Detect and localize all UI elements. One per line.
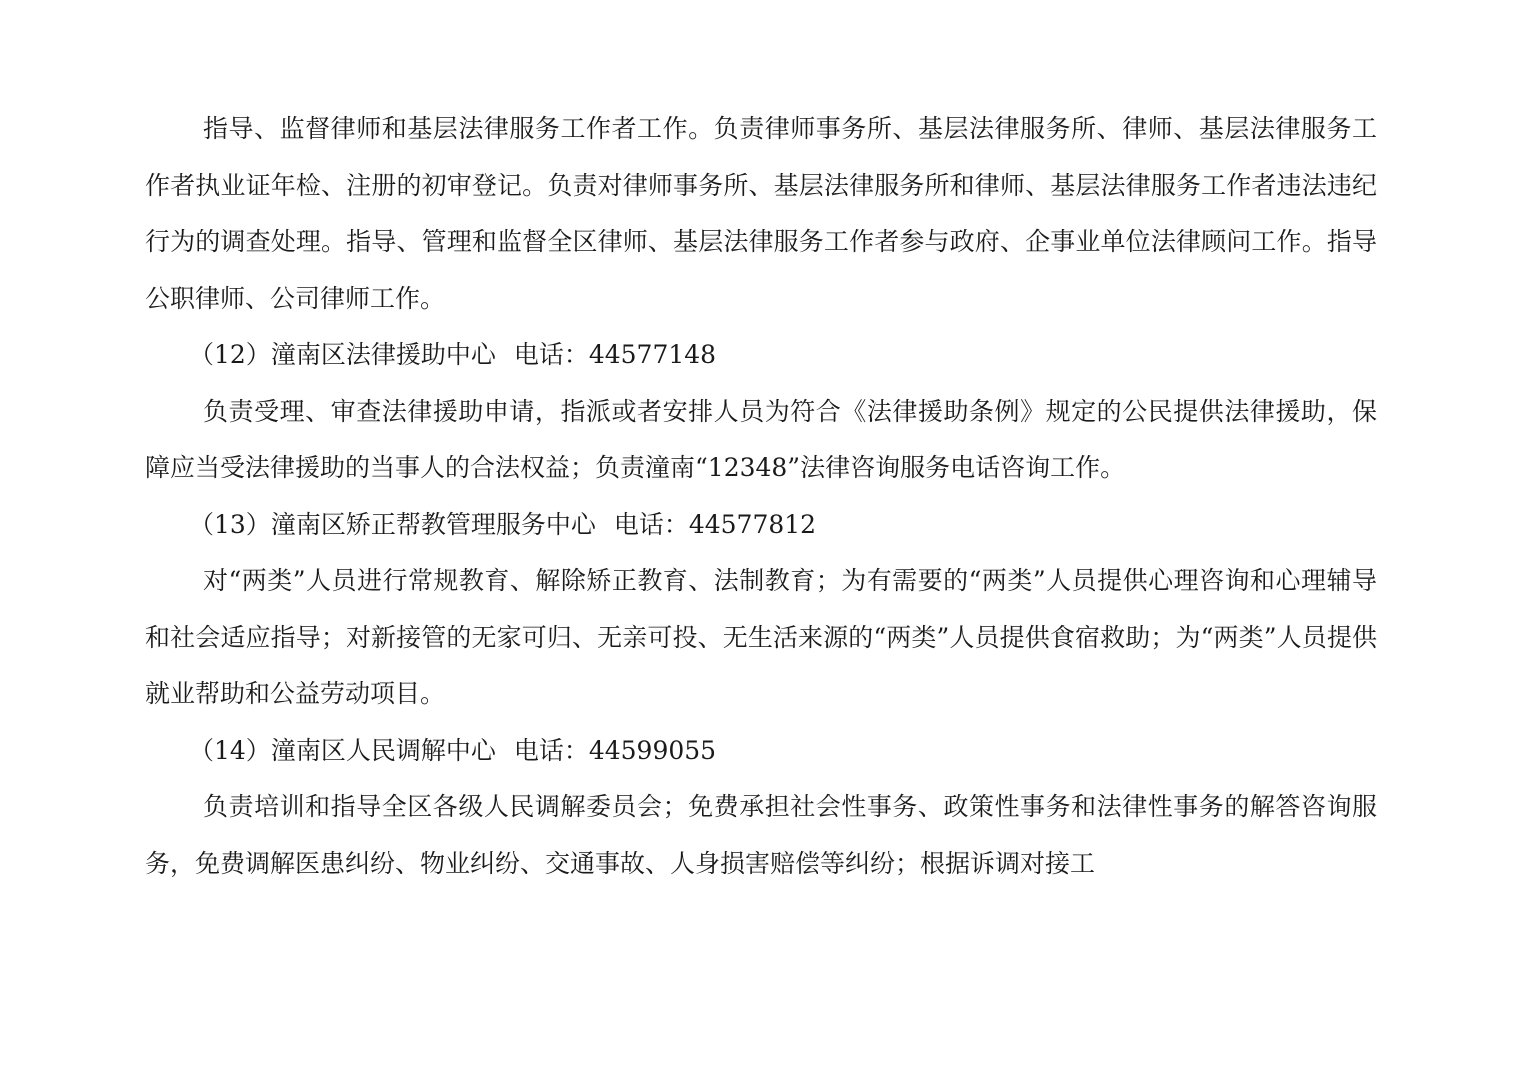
section-name: 潼南区人民调解中心 xyxy=(270,735,496,765)
section-name: 潼南区法律援助中心 xyxy=(270,340,496,369)
section-heading-14 xyxy=(145,723,1377,780)
document-body xyxy=(145,101,1377,892)
section-heading-13 xyxy=(145,497,1377,554)
section-number: （12） xyxy=(189,340,271,369)
section-phone: 电话：44577148 xyxy=(513,340,717,369)
section-phone: 电话：44599055 xyxy=(513,735,717,765)
section-phone: 电话：44577812 xyxy=(613,509,817,539)
section-number: （13） xyxy=(189,509,271,539)
intro-paragraph: 指导、监督律师和基层法律服务工作者工作。负责律师事务所、基层法律服务所、律师、基层法律服务工作者执业证年检、注册的初审登记。负责对律师事务所、基层法律服务所和律师、基层法律服务工作者违法违纪行为的调查处理。指导、管理和监督全区律师、基层法律服务工作者参与政府、企事业单位法律顾问工作。指导公职律师、公司律师工作。 xyxy=(145,114,1377,313)
section-description-13: 对“两类”人员进行常规教育、解除矫正教育、法制教育；为有需要的“两类”人员提供心理咨询和心理辅导和社会适应指导；对新接管的无家可归、无亲可投、无生活来源的“两类”人员提供食宿救助；为“两类”人员提供就业帮助和公益劳动项目。 xyxy=(145,566,1377,708)
section-number: （14） xyxy=(189,735,271,765)
section-heading-12 xyxy=(145,327,1377,384)
section-name: 潼南区矫正帮教管理服务中心 xyxy=(270,509,596,539)
section-description-12: 负责受理、审查法律援助申请，指派或者安排人员为符合《法律援助条例》规定的公民提供法律援助，保障应当受法律援助的当事人的合法权益；负责潼南“12348”法律咨询服务电话咨询工作。 xyxy=(145,396,1377,482)
section-description-14: 负责培训和指导全区各级人民调解委员会；免费承担社会性事务、政策性事务和法律性事务的解答咨询服务，免费调解医患纠纷、物业纠纷、交通事故、人身损害赔偿等纠纷；根据诉调对接工 xyxy=(145,792,1377,878)
